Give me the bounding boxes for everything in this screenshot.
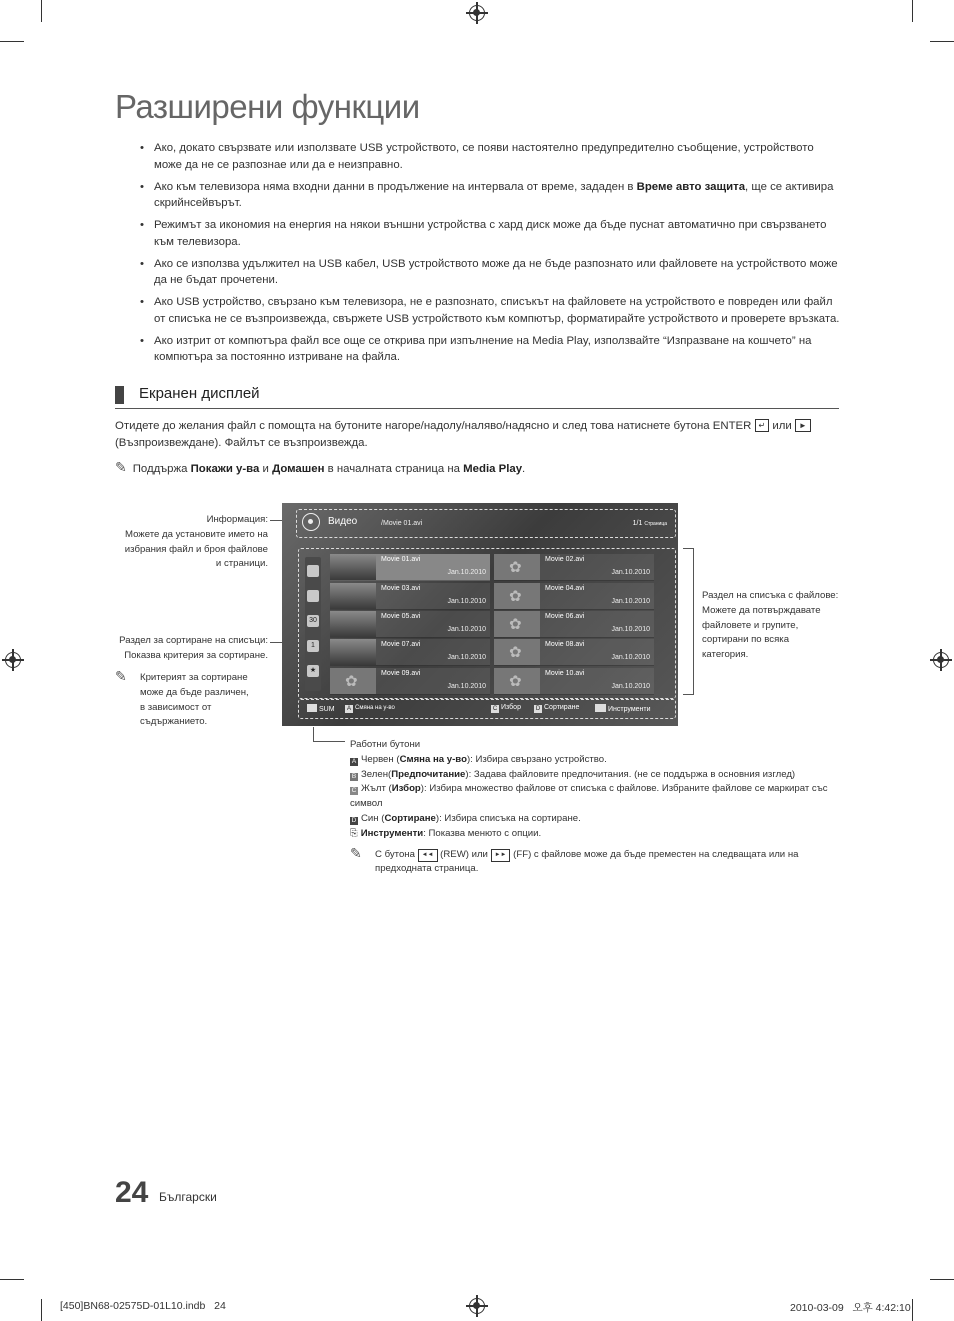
play-icon: ►	[795, 419, 811, 432]
calendar-icon[interactable]	[307, 590, 319, 602]
registration-mark-icon	[933, 652, 949, 668]
bullet-item: • Ако към телевизора няма входни данни в продължение на интервала от време, зададен в Време авто защита, ще се активира скрийнсейвърът.	[140, 179, 840, 212]
film-reel-icon	[494, 668, 540, 694]
note-icon: ✎	[115, 459, 127, 475]
support-note: ✎ Поддържа Покажи у-ва и Домашен в началната страница на Media Play.	[115, 459, 526, 475]
list-item[interactable]: ✿ Movie 04.avi Jan.10.2010	[494, 583, 654, 610]
registration-mark-icon	[5, 652, 21, 668]
list-item[interactable]: Movie 03.avi Jan.10.2010	[330, 583, 490, 610]
section-marker	[115, 386, 124, 404]
list-item[interactable]: Movie 07.avi Jan.10.2010	[330, 639, 490, 666]
film-reel-icon	[494, 611, 540, 637]
sort-number-icon[interactable]: 1	[307, 640, 319, 652]
crop-mark	[930, 1279, 954, 1280]
registration-mark-icon	[469, 1298, 485, 1314]
print-timestamp: 2010-03-09 오후 4:42:10	[790, 1302, 911, 1314]
film-reel-icon	[494, 583, 540, 609]
rew-ff-note: ✎ С бутона ◄◄ (REW) или ►► (FF) с файлове може да бъде преместен на следващата или на предходната страница.	[350, 844, 799, 875]
green-button-desc: B Зелен(Предпочитание): Задава файловите предпочитания. (не се поддържа в основния изглед)	[351, 768, 796, 780]
crop-mark	[912, 1299, 913, 1321]
crop-mark	[41, 1299, 42, 1321]
media-play-screen	[282, 503, 678, 726]
list-item[interactable]: Movie 01.avi Jan.10.2010	[330, 554, 490, 581]
note-icon: ✎	[350, 844, 362, 861]
ff-icon: ►►	[491, 849, 511, 862]
bullet-item: • Ако изтрит от компютъра файл все още се открива при изпълнение на Media Play, използвайте “Изпразване на кошчето” на компютъра за постоянно изтриване на файла.	[140, 333, 840, 366]
section-title: Екранен дисплей	[139, 385, 260, 402]
intro-paragraph: Отидете до желания файл с помощта на бутоните нагоре/надолу/наляво/надясно и след това натиснете бутона ENTER ↵ или ► (Възпроизвеждане). Файлът се възпроизвежда.	[115, 418, 839, 452]
crop-mark	[41, 0, 42, 22]
language-label: Български	[159, 1190, 217, 1204]
bullet-item: • Ако USB устройство, свързано към телевизора, не е разпознато, списъкът на файловете на устройството е повреден или файл от списъка не се възпроизвежда, свържете USB устройството към компютър, форматирайте устройството и проверете връзката.	[140, 294, 840, 327]
crop-mark	[0, 1279, 24, 1280]
sort-callout: Раздел за сортиране на списъци: Показва критерия за сортиране.	[119, 635, 268, 661]
file-path: /Movie 01.avi	[381, 520, 423, 527]
yellow-button-desc: C Жълт (Избор): Избира множество файлове от списъка с файлове. Избраните файлове се маркират със символ	[350, 783, 828, 810]
list-item[interactable]: ✿ Movie 10.avi Jan.10.2010	[494, 668, 654, 695]
tools-desc: ⎘ Инструменти: Показва менюто с опции.	[350, 827, 542, 839]
info-callout: Информация: Можете да установите името на избрания файл и броя файлове и страници.	[124, 514, 268, 570]
page-title: Разширени функции	[115, 88, 420, 125]
leader-line	[313, 727, 314, 741]
thumbnail	[330, 554, 376, 580]
bullet-item: • Ако, докато свързвате или използвате USB устройството, се появи настоятелно предупредително съобщение, устройството може да не се разпознае или да е неизправно.	[140, 140, 840, 173]
sort-note-callout: ✎ Критерият за сортиране може да бъде различен, в зависимост от съдържанието.	[115, 668, 249, 728]
select-button[interactable]: C Избор	[492, 704, 521, 712]
thumbnail	[330, 639, 376, 665]
operation-bar	[298, 699, 676, 719]
folder-icon[interactable]	[307, 565, 319, 577]
tools-icon	[595, 704, 606, 712]
list-item[interactable]: ✿ Movie 06.avi Jan.10.2010	[494, 611, 654, 638]
print-file-name: [450]BN68-02575D-01L10.indb 24	[60, 1300, 226, 1312]
red-button-desc: A Червен (Смяна на у-во): Избира свързано устройство.	[351, 753, 607, 765]
list-item[interactable]: ✿ Movie 02.avi Jan.10.2010	[494, 554, 654, 581]
film-reel-icon	[494, 639, 540, 665]
leader-line	[313, 741, 345, 742]
page-indicator: 1/1 Страница	[632, 520, 667, 527]
enter-icon: ↵	[755, 419, 770, 432]
crop-mark	[930, 41, 954, 42]
sort-date-icon[interactable]: 30	[307, 615, 319, 627]
video-disc-icon	[302, 513, 320, 531]
file-list	[298, 548, 676, 699]
category-label: Видео	[328, 516, 358, 527]
list-item[interactable]: ✿ Movie 08.avi Jan.10.2010	[494, 639, 654, 666]
section-heading	[115, 384, 839, 409]
crop-mark	[912, 0, 913, 22]
thumbnail	[330, 583, 376, 609]
info-bar	[296, 509, 676, 538]
sort-button[interactable]: D Сортиране	[535, 704, 580, 712]
film-reel-icon	[330, 668, 376, 694]
bullet-item: • Ако се използва удължител на USB кабел, USB устройството може да не бъде разпознато или файловете на устройството може да не бъдат прочетени.	[140, 256, 840, 289]
bullet-list	[140, 140, 840, 371]
tools-icon: ⎘	[350, 827, 358, 839]
sum-label: SUM	[307, 704, 335, 713]
bracket-line	[683, 548, 694, 695]
list-item[interactable]: Movie 05.avi Jan.10.2010	[330, 611, 490, 638]
star-icon[interactable]: ★	[307, 665, 319, 677]
film-reel-icon	[494, 554, 540, 580]
change-device-button[interactable]: A Смяна на у-во	[346, 705, 395, 712]
tools-button[interactable]: Инструменти	[595, 704, 651, 713]
operation-buttons-legend	[350, 738, 830, 877]
blue-button-desc: D Син (Сортиране): Избира списъка на сортиране.	[351, 812, 581, 824]
crop-mark	[0, 41, 24, 42]
registration-mark-icon	[469, 5, 485, 21]
bullet-item: • Режимът за икономия на енергия на някои външни устройства с хард диск може да бъде пуснат автоматично при свързването към телевизора.	[140, 217, 840, 250]
list-callout: Раздел на списъка с файлове: Можете да потвърждавате файловете и групите, сортирани по всяка категория.	[702, 590, 839, 661]
sort-panel	[305, 557, 321, 691]
note-icon: ✎	[115, 668, 127, 684]
ops-title: Работни бутони	[350, 739, 421, 750]
list-item[interactable]: ✿ Movie 09.avi Jan.10.2010	[330, 668, 490, 695]
usb-icon	[307, 704, 317, 712]
page-number: 24	[115, 1176, 149, 1209]
rew-icon: ◄◄	[418, 849, 438, 862]
thumbnail	[330, 611, 376, 637]
